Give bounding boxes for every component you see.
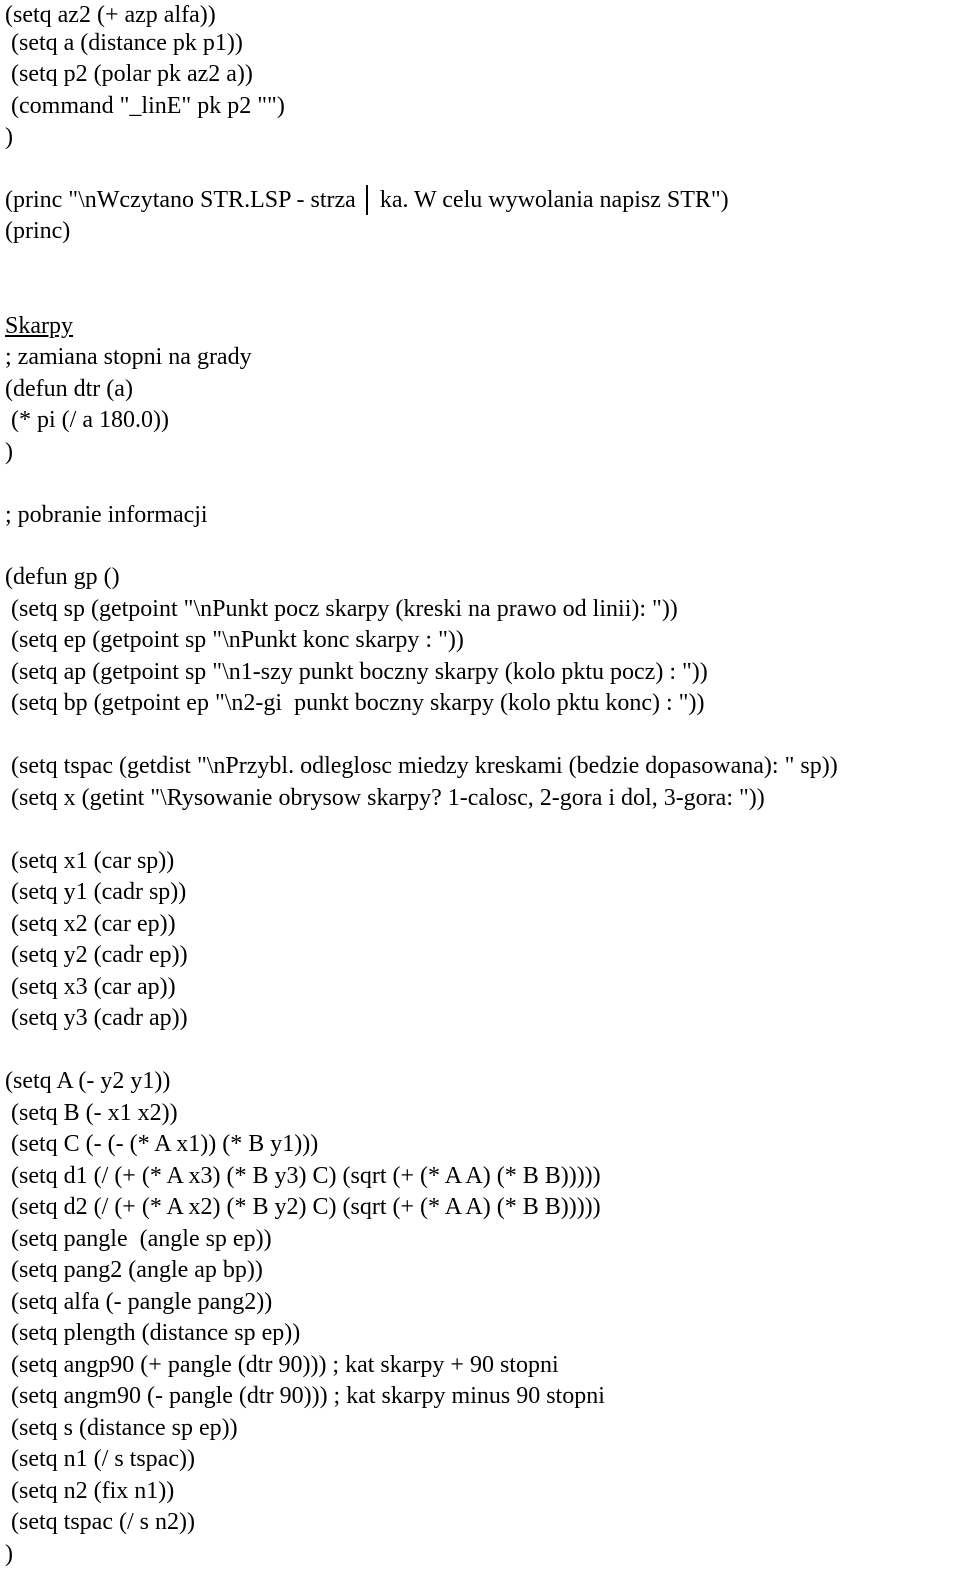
code-line: (setq p2 (polar pk az2 a)) <box>5 61 253 87</box>
code-comment: ; zamiana stopni na grady <box>5 344 252 370</box>
code-line: (setq n1 (/ s tspac)) <box>5 1446 195 1472</box>
code-line: (setq angp90 (+ pangle (dtr 90))) ; kat skarpy + 90 stopni <box>5 1352 559 1378</box>
code-line: ) <box>5 124 13 150</box>
code-line-part: (princ "\nWczytano STR.LSP - strza <box>5 187 356 213</box>
code-comment: ; pobranie informacji <box>5 502 208 528</box>
code-line: (setq d1 (/ (+ (* A x3) (* B y3) C) (sqrt (+ (* A A) (* B B))))) <box>5 1163 601 1189</box>
code-line: (princ) <box>5 218 71 244</box>
code-line: (setq y2 (cadr ep)) <box>5 942 188 968</box>
code-line: (setq tspac (getdist "\nPrzybl. odleglosc miedzy kreskami (bedzie dopasowana): " sp)) <box>5 753 838 779</box>
code-line: ) <box>5 439 13 465</box>
code-line: (setq x3 (car ap)) <box>5 974 176 1000</box>
code-line-princ <box>5 185 729 215</box>
code-line: (setq ap (getpoint sp "\n1-szy punkt boczny skarpy (kolo pktu pocz) : ")) <box>5 659 708 685</box>
code-line: (defun dtr (a) <box>5 376 133 402</box>
code-line: (setq x (getint "\Rysowanie obrysow skarpy? 1-calosc, 2-gora i dol, 3-gora: ")) <box>5 785 765 811</box>
code-line: (setq angm90 (- pangle (dtr 90))) ; kat skarpy minus 90 stopni <box>5 1383 605 1409</box>
code-line: (setq sp (getpoint "\nPunkt pocz skarpy (kreski na prawo od linii): ")) <box>5 596 678 622</box>
code-line: (setq x1 (car sp)) <box>5 848 175 874</box>
code-line: (setq y3 (cadr ap)) <box>5 1005 188 1031</box>
section-heading-skarpy: Skarpy <box>5 313 73 339</box>
code-line: (setq y1 (cadr sp)) <box>5 879 187 905</box>
code-line: (command "_linE" pk p2 "") <box>5 93 285 119</box>
code-line: (setq d2 (/ (+ (* A x2) (* B y2) C) (sqrt (+ (* A A) (* B B))))) <box>5 1194 601 1220</box>
code-line-part: ka. W celu wywolania napisz STR") <box>379 187 729 213</box>
code-line: (setq A (- y2 y1)) <box>5 1068 171 1094</box>
code-line: (setq n2 (fix n1)) <box>5 1478 175 1504</box>
code-line: (setq plength (distance sp ep)) <box>5 1320 301 1346</box>
code-line: (setq x2 (car ep)) <box>5 911 176 937</box>
code-line: (setq tspac (/ s n2)) <box>5 1509 195 1535</box>
code-line: (setq pangle (angle sp ep)) <box>5 1226 272 1252</box>
code-line: ) <box>5 1541 13 1567</box>
code-line: (setq C (- (- (* A x1)) (* B y1))) <box>5 1131 319 1157</box>
code-line: (setq pang2 (angle ap bp)) <box>5 1257 263 1283</box>
code-line: (setq alfa (- pangle pang2)) <box>5 1289 273 1315</box>
code-line: (defun gp () <box>5 564 120 590</box>
text-cursor-bar <box>366 185 368 215</box>
code-line: (setq a (distance pk p1)) <box>5 30 243 56</box>
code-line: (setq B (- x1 x2)) <box>5 1100 178 1126</box>
code-line: (setq s (distance sp ep)) <box>5 1415 238 1441</box>
code-line: (setq bp (getpoint ep "\n2-gi punkt boczny skarpy (kolo pktu konc) : ")) <box>5 690 705 716</box>
code-line: (* pi (/ a 180.0)) <box>5 407 169 433</box>
code-line: (setq az2 (+ azp alfa)) <box>5 2 216 28</box>
code-line: (setq ep (getpoint sp "\nPunkt konc skarpy : ")) <box>5 627 464 653</box>
